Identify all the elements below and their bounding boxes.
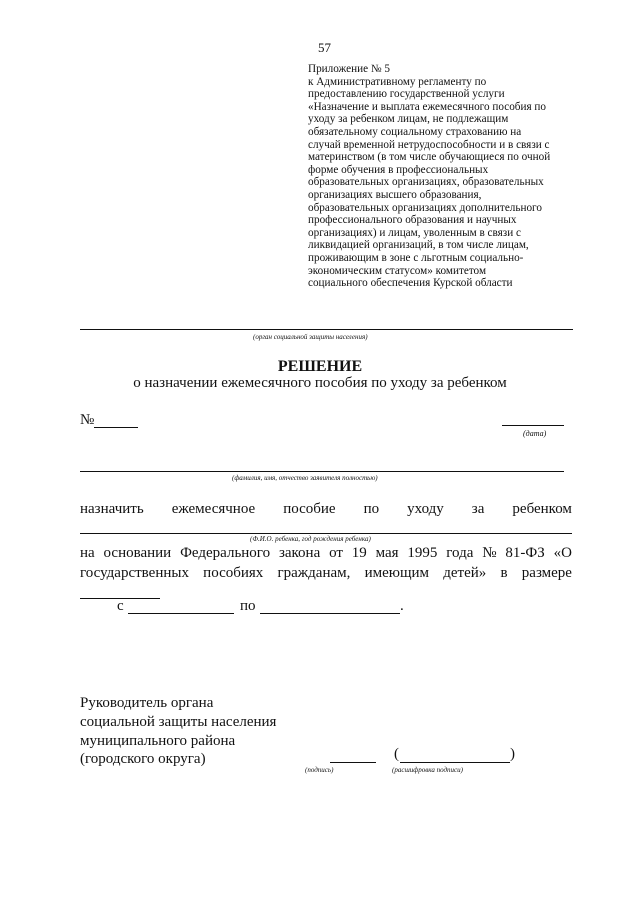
decision-subtitle: о назначении ежемесячного пособия по уходу за ребенком xyxy=(133,375,507,391)
word: за xyxy=(471,501,485,517)
period-to-label: по xyxy=(240,598,256,614)
appendix-line: организациях) и лицам, уволенным в связи с xyxy=(308,226,521,239)
appendix-line: ликвидацией организаций, в том числе лицам, xyxy=(308,239,529,252)
word: размере xyxy=(521,565,572,581)
appendix-line: предоставлению государственной услуги xyxy=(308,88,505,101)
number-blank-line[interactable] xyxy=(94,427,138,428)
basis-row-1 xyxy=(80,545,572,562)
decoding-blank-line[interactable] xyxy=(400,762,510,763)
appendix-header xyxy=(308,63,550,290)
word: в xyxy=(500,565,508,581)
word: закона xyxy=(278,545,321,561)
word: по xyxy=(363,501,380,517)
word: № xyxy=(482,545,497,561)
page-number: 57 xyxy=(318,40,331,55)
organ-caption: (орган социальной защиты населения) xyxy=(253,333,368,341)
number-label: № xyxy=(80,412,95,428)
word: Федерального xyxy=(180,545,271,561)
date-blank-line[interactable] xyxy=(502,425,564,426)
appendix-line: организациях высшего образования, xyxy=(308,188,482,201)
period-from-blank-line[interactable] xyxy=(128,613,234,614)
word: ребенком xyxy=(512,501,572,517)
word: от xyxy=(329,545,343,561)
appendix-line: социального обеспечения Курской области xyxy=(308,277,513,290)
basis-row-2 xyxy=(80,565,572,582)
period-end-dot: . xyxy=(400,598,404,614)
word: на xyxy=(80,545,95,561)
word: мая xyxy=(375,545,399,561)
word: пособие xyxy=(283,501,336,517)
appendix-line: материнством (в том числе обучающиеся по очной xyxy=(308,151,551,164)
word: 19 xyxy=(351,545,367,561)
head-line: (городского округа) xyxy=(80,751,206,767)
word: «О xyxy=(553,545,572,561)
head-line: муниципального района xyxy=(80,733,236,749)
word: уходу xyxy=(407,501,444,517)
word: детей» xyxy=(443,565,487,581)
organ-blank-line[interactable] xyxy=(80,329,573,330)
signature-blank-line[interactable] xyxy=(330,762,376,763)
appendix-line: случай временной нетрудоспособности и в связи с xyxy=(308,138,550,151)
word: года xyxy=(446,545,474,561)
word: гражданам, xyxy=(277,565,351,581)
appendix-line: уходу за ребенком лицам, не подлежащим xyxy=(308,113,509,126)
date-caption: (дата) xyxy=(523,429,547,438)
head-line: Руководитель органа xyxy=(80,695,214,711)
appendix-line: обязательному социальному страхованию на xyxy=(308,125,522,138)
word: назначить xyxy=(80,501,144,517)
assign-row xyxy=(80,501,572,518)
word: пособиях xyxy=(203,565,264,581)
appendix-line: форме обучения в профессиональных xyxy=(308,163,489,176)
appendix-line: к Административному регламенту по xyxy=(308,75,487,88)
decoding-close-paren: ) xyxy=(510,746,515,762)
head-line: социальной защиты населения xyxy=(80,714,277,730)
appendix-line: экономическим статусом» комитетом xyxy=(308,264,487,277)
child-caption: (Ф.И.О. ребенка, год рождения ребенка) xyxy=(250,535,371,543)
appendix-line: профессионального образования и научных xyxy=(308,214,517,227)
word: государственных xyxy=(80,565,189,581)
appendix-line: Приложение № 5 xyxy=(308,63,390,75)
appendix-line: образовательных организациях, образовательных xyxy=(308,176,544,189)
word: 81-ФЗ xyxy=(505,545,545,561)
applicant-blank-line[interactable] xyxy=(80,471,564,472)
appendix-line: проживающим в зоне с льготным социально- xyxy=(308,251,524,264)
appendix-line: образовательных организациях дополнительного xyxy=(308,201,542,214)
decision-title: РЕШЕНИЕ xyxy=(277,358,363,375)
word: 1995 xyxy=(407,545,438,561)
decoding-caption: (расшифровка подписи) xyxy=(392,766,463,774)
signature-caption: (подпись) xyxy=(305,766,334,774)
word: ежемесячное xyxy=(171,501,256,517)
appendix-line: «Назначение и выплата ежемесячного пособия по xyxy=(308,100,546,113)
decoding-open-paren: ( xyxy=(394,746,399,762)
child-blank-line[interactable] xyxy=(80,533,572,534)
period-from-label: с xyxy=(117,598,124,614)
word: имеющим xyxy=(364,565,430,581)
applicant-caption: (фамилия, имя, отчество заявителя полностью) xyxy=(232,474,378,482)
period-to-blank-line[interactable] xyxy=(260,613,400,614)
word: основании xyxy=(103,545,172,561)
